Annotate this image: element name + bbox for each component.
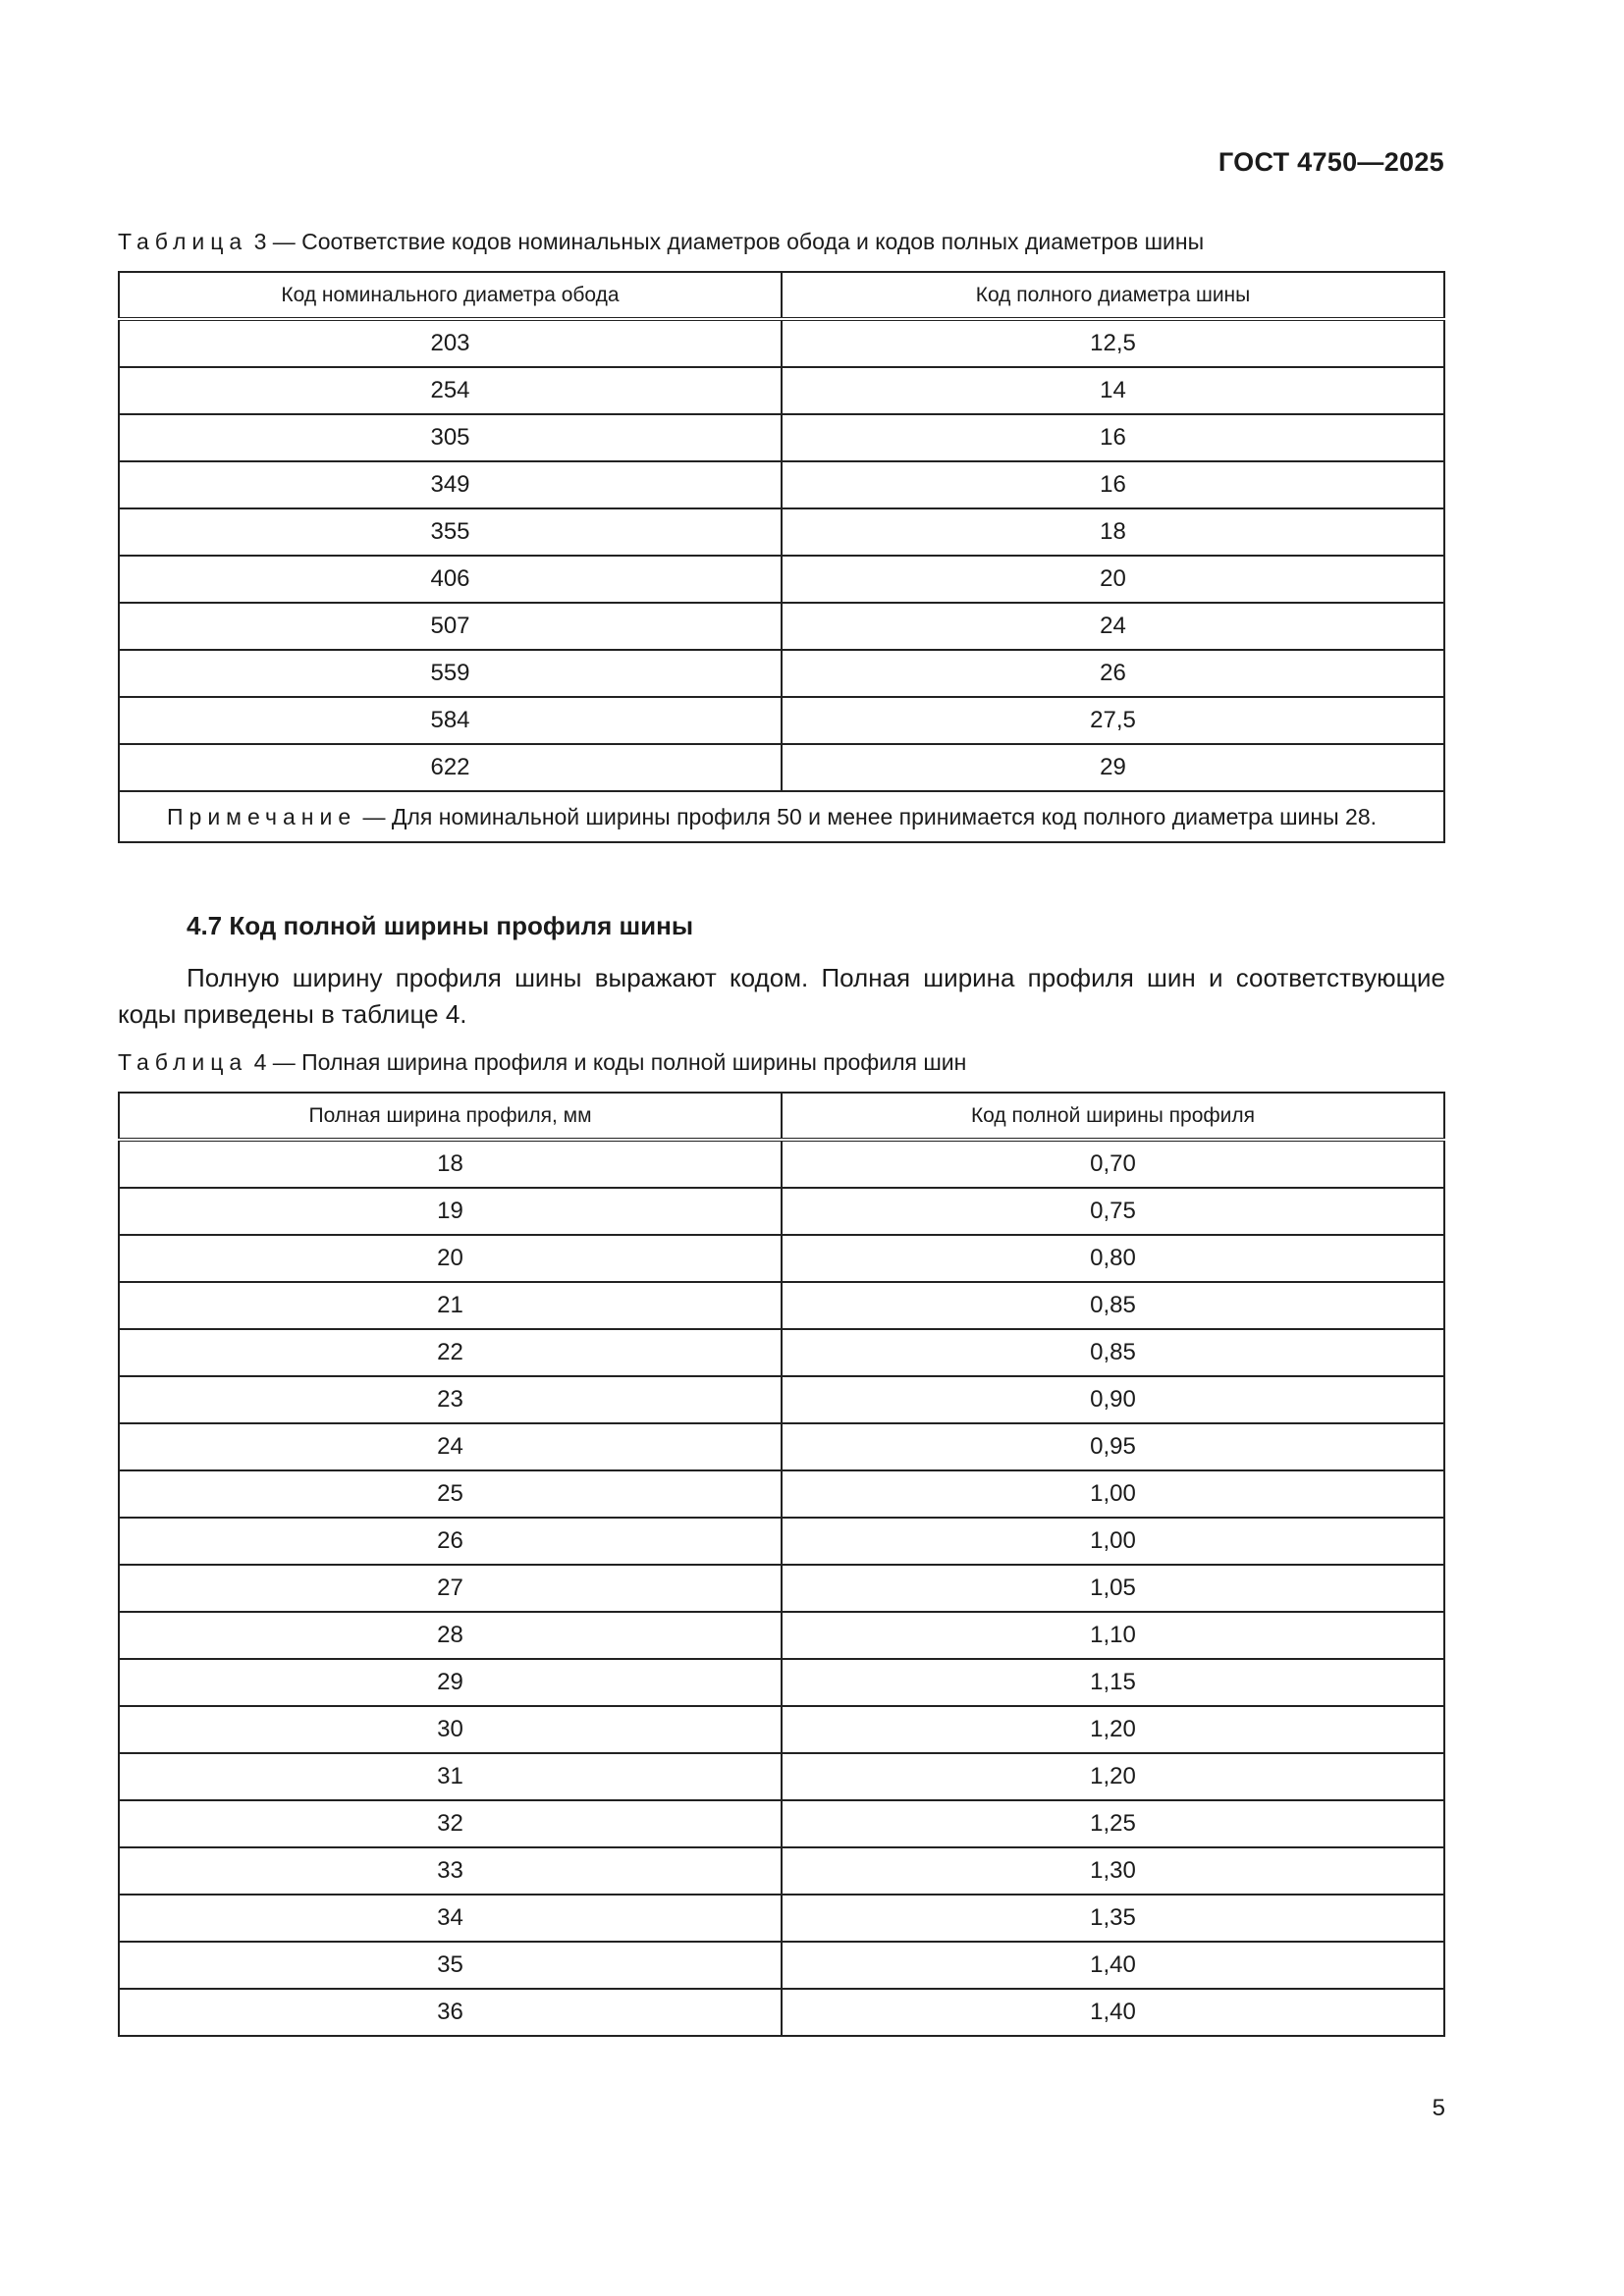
table3	[118, 271, 1445, 843]
table4-caption	[118, 1049, 966, 1076]
table3-row	[119, 556, 1444, 603]
table-cell-col1: 36	[119, 1989, 782, 2036]
note-label: Примечание	[167, 804, 357, 829]
note-text: — Для номинальной ширины профиля 50 и менее принимается код полного диаметра шины 28.	[356, 804, 1378, 829]
table4-row	[119, 1140, 1444, 1188]
table-cell-col2: 0,80	[782, 1235, 1444, 1282]
table-cell-col2: 20	[782, 556, 1444, 603]
table-cell-col2: 24	[782, 603, 1444, 650]
table-cell-col1: 622	[119, 744, 782, 791]
table3-caption-word: Таблица	[118, 229, 248, 254]
table-cell-col2: 0,85	[782, 1282, 1444, 1329]
table-cell-col2: 1,00	[782, 1470, 1444, 1518]
table-cell-col1: 584	[119, 697, 782, 744]
table3-note	[119, 791, 1444, 842]
table4	[118, 1092, 1445, 2037]
table-cell-col2: 27,5	[782, 697, 1444, 744]
table3-row	[119, 603, 1444, 650]
table-cell-col1: 33	[119, 1847, 782, 1895]
table4-row	[119, 1895, 1444, 1942]
table-cell-col1: 20	[119, 1235, 782, 1282]
table4-row	[119, 1423, 1444, 1470]
table-cell-col2: 12,5	[782, 319, 1444, 367]
table-cell-col2: 1,10	[782, 1612, 1444, 1659]
table4-row	[119, 1518, 1444, 1565]
table3-row	[119, 744, 1444, 791]
table-cell-col2: 16	[782, 461, 1444, 508]
table-cell-col2: 14	[782, 367, 1444, 414]
table4-col1-header: Полная ширина профиля, мм	[119, 1093, 782, 1140]
table-cell-col2: 1,30	[782, 1847, 1444, 1895]
table-cell-col2: 1,40	[782, 1989, 1444, 2036]
table4-row	[119, 1753, 1444, 1800]
table4-caption-text: 4 — Полная ширина профиля и коды полной ширины профиля шин	[247, 1049, 967, 1075]
table-cell-col1: 26	[119, 1518, 782, 1565]
table-cell-col1: 32	[119, 1800, 782, 1847]
table-cell-col2: 1,00	[782, 1518, 1444, 1565]
table3-note-row	[119, 791, 1444, 842]
table-cell-col1: 24	[119, 1423, 782, 1470]
table-cell-col2: 0,70	[782, 1140, 1444, 1188]
document-id: ГОСТ 4750—2025	[1218, 147, 1444, 177]
table4-row	[119, 1235, 1444, 1282]
table3-row	[119, 414, 1444, 461]
table4-row	[119, 1329, 1444, 1376]
section-title: 4.7 Код полной ширины профиля шины	[187, 911, 694, 940]
table4-row	[119, 1188, 1444, 1235]
table-cell-col1: 559	[119, 650, 782, 697]
table3-row	[119, 367, 1444, 414]
table-cell-col2: 1,35	[782, 1895, 1444, 1942]
table-cell-col2: 16	[782, 414, 1444, 461]
table4-row	[119, 1989, 1444, 2036]
table3-body	[119, 319, 1444, 791]
table-cell-col1: 507	[119, 603, 782, 650]
table4-row	[119, 1800, 1444, 1847]
table-cell-col1: 355	[119, 508, 782, 556]
table-cell-col2: 1,20	[782, 1706, 1444, 1753]
table3-row	[119, 319, 1444, 367]
table4-row	[119, 1942, 1444, 1989]
table-cell-col1: 18	[119, 1140, 782, 1188]
table-cell-col1: 21	[119, 1282, 782, 1329]
table-cell-col1: 28	[119, 1612, 782, 1659]
table-cell-col1: 406	[119, 556, 782, 603]
table4-row	[119, 1282, 1444, 1329]
table-cell-col1: 25	[119, 1470, 782, 1518]
table3-row	[119, 508, 1444, 556]
page-number: 5	[1432, 2095, 1445, 2121]
table-cell-col1: 203	[119, 319, 782, 367]
table-cell-col2: 0,75	[782, 1188, 1444, 1235]
table3-row	[119, 697, 1444, 744]
table4-row	[119, 1659, 1444, 1706]
table-cell-col1: 23	[119, 1376, 782, 1423]
table-cell-col1: 349	[119, 461, 782, 508]
table-cell-col2: 0,90	[782, 1376, 1444, 1423]
table3-header-row	[119, 272, 1444, 319]
table-cell-col2: 26	[782, 650, 1444, 697]
table3-caption	[118, 229, 1204, 255]
table-cell-col2: 29	[782, 744, 1444, 791]
table4-row	[119, 1706, 1444, 1753]
table-cell-col2: 1,25	[782, 1800, 1444, 1847]
table4-row	[119, 1376, 1444, 1423]
table-cell-col1: 305	[119, 414, 782, 461]
table4-caption-word: Таблица	[118, 1049, 248, 1075]
table4-body	[119, 1140, 1444, 2036]
table-cell-col2: 1,20	[782, 1753, 1444, 1800]
section-paragraph: Полную ширину профиля шины выражают кодом. Полная ширина профиля шин и соответствующие коды приведены в таблице 4.	[118, 963, 1445, 1029]
table3-row	[119, 650, 1444, 697]
table-cell-col1: 31	[119, 1753, 782, 1800]
table3-row	[119, 461, 1444, 508]
table3-col1-header: Код номинального диаметра обода	[119, 272, 782, 319]
table-cell-col2: 0,95	[782, 1423, 1444, 1470]
table-cell-col2: 1,40	[782, 1942, 1444, 1989]
table4-row	[119, 1565, 1444, 1612]
table4-row	[119, 1470, 1444, 1518]
table3-caption-text: 3 — Соответствие кодов номинальных диаметров обода и кодов полных диаметров шины	[247, 229, 1205, 254]
table-cell-col1: 22	[119, 1329, 782, 1376]
table-cell-col2: 1,15	[782, 1659, 1444, 1706]
table-cell-col1: 34	[119, 1895, 782, 1942]
table3-col2-header: Код полного диаметра шины	[782, 272, 1444, 319]
table-cell-col2: 18	[782, 508, 1444, 556]
table-cell-col1: 29	[119, 1659, 782, 1706]
table4-col2-header: Код полной ширины профиля	[782, 1093, 1444, 1140]
table4-row	[119, 1612, 1444, 1659]
table-cell-col1: 35	[119, 1942, 782, 1989]
table-cell-col2: 0,85	[782, 1329, 1444, 1376]
table-cell-col2: 1,05	[782, 1565, 1444, 1612]
table-cell-col1: 30	[119, 1706, 782, 1753]
table4-header-row	[119, 1093, 1444, 1140]
table-cell-col1: 254	[119, 367, 782, 414]
table4-row	[119, 1847, 1444, 1895]
table-cell-col1: 19	[119, 1188, 782, 1235]
table-cell-col1: 27	[119, 1565, 782, 1612]
